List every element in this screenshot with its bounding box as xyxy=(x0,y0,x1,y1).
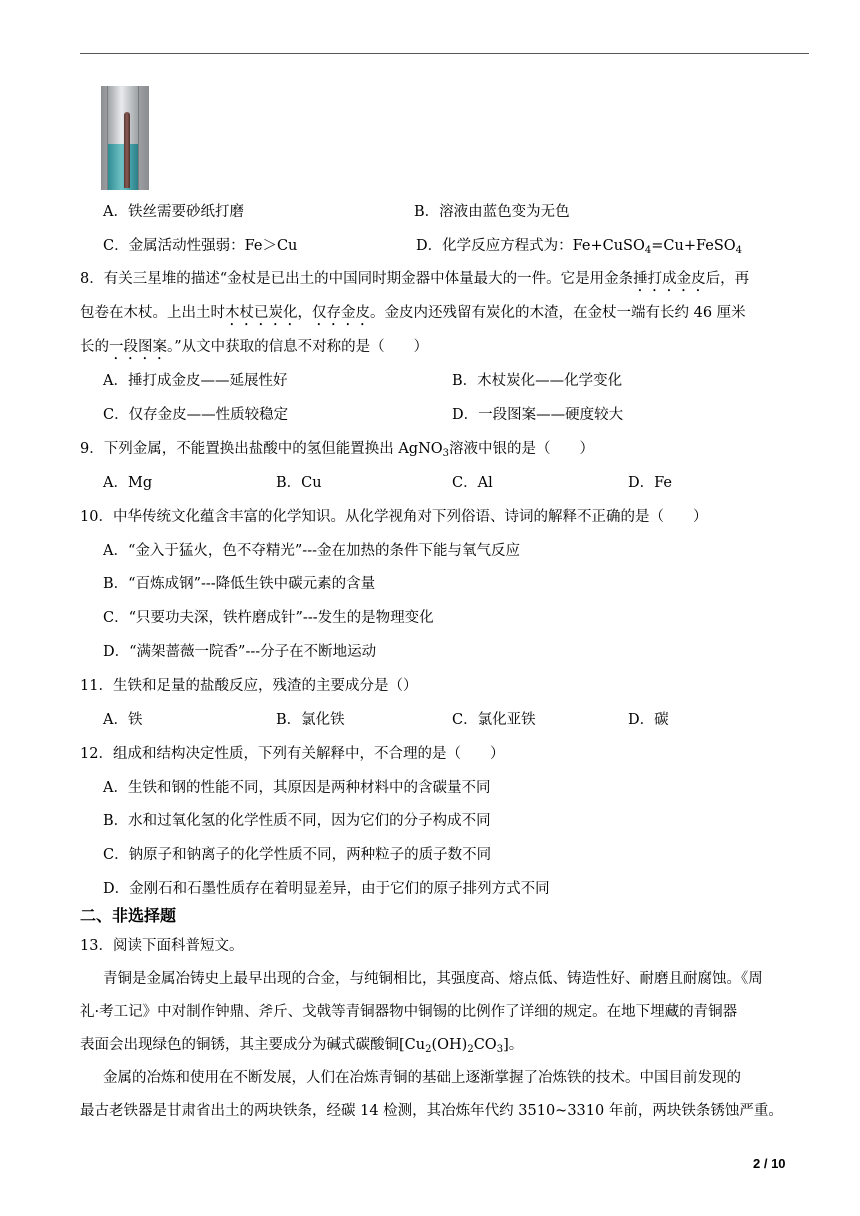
q8-option-b: B．木杖炭化——化学变化 xyxy=(452,373,623,389)
q8-stem-line1: 8．有关三星堆的描述“金杖是已出土的中国同时期金器中体量最大的一件。它是用金条捶打成金皮后，再 xyxy=(80,271,750,287)
page-number: 2 / 10 xyxy=(753,1156,786,1171)
q8-stem-line3: 长的一段图案。”从文中获取的信息不对称的是（ ） xyxy=(80,339,429,355)
q7-option-d: D．化学反应方程式为：Fe+CuSO$_4$=Cu+FeSO$_4$ xyxy=(416,238,743,256)
section-heading: 二、非选择题 xyxy=(80,906,177,925)
test-tube-photo xyxy=(101,86,149,190)
q12-option-d: D．金刚石和石墨性质存在着明显差异，由于它们的原子排列方式不同 xyxy=(103,881,550,897)
q11-option-a: A．铁 xyxy=(103,712,143,728)
q8-option-c: C．仅存金皮——性质较稳定 xyxy=(103,407,289,423)
iron-wire xyxy=(124,112,130,188)
q10-stem: 10．中华传统文化蕴含丰富的化学知识。从化学视角对下列俗语、诗词的解释不正确的是（ ） xyxy=(80,509,708,525)
header-rule xyxy=(80,53,809,54)
blue-solution xyxy=(108,144,138,190)
q10-option-a: A．“金入于猛火，色不夺精光”---金在加热的条件下能与氧气反应 xyxy=(103,543,520,559)
q7-option-c: C．金属活动性强弱：Fe＞Cu xyxy=(103,238,298,254)
q9-option-c: C．Al xyxy=(452,475,493,491)
q13-paragraph1-line3: 表面会出现绿色的铜锈，其主要成分为碱式碳酸铜$[Cu_2(OH)_2CO_3]$。 xyxy=(80,1037,524,1055)
q8-option-a: A．捶打成金皮——延展性好 xyxy=(103,373,288,389)
q10-option-d: D．“满架蔷薇一院香”---分子在不断地运动 xyxy=(103,644,377,660)
q12-option-c: C．钠原子和钠离子的化学性质不同，两种粒子的质子数不同 xyxy=(103,847,492,863)
q9-option-a: A．Mg xyxy=(103,475,153,491)
q11-option-d: D．碳 xyxy=(628,712,669,728)
q13-paragraph1-line2: 礼·考工记》中对制作钟鼎、斧斤、戈戟等青铜器物中铜锡的比例作了详细的规定。在地下埋藏的青铜器 xyxy=(80,1004,738,1020)
q12-option-a: A．生铁和钢的性能不同，其原因是两种材料中的含碳量不同 xyxy=(103,780,491,796)
q8-option-d: D．一段图案——硬度较大 xyxy=(452,407,624,423)
q10-option-c: C．“只要功夫深，铁杵磨成针”---发生的是物理变化 xyxy=(103,610,434,626)
q13-paragraph2-line2: 最古老铁器是甘肃省出土的两块铁条，经碳 14 检测，其冶炼年代约 3510~3310 年前，两块铁条锈蚀严重。 xyxy=(80,1103,783,1119)
q13-paragraph2-line1: 金属的冶炼和使用在不断发展，人们在冶炼青铜的基础上逐渐掌握了冶炼铁的技术。中国目前发现的 xyxy=(103,1070,741,1086)
q12-stem: 12．组成和结构决定性质，下列有关解释中，不合理的是（ ） xyxy=(80,746,505,762)
q9-option-b: B．Cu xyxy=(276,475,322,491)
q7-option-a: A．铁丝需要砂纸打磨 xyxy=(103,204,244,220)
q10-option-b: B．“百炼成钢”---降低生铁中碳元素的含量 xyxy=(103,576,376,592)
q11-stem: 11．生铁和足量的盐酸反应，残渣的主要成分是（） xyxy=(80,678,418,694)
test-tube xyxy=(107,86,139,190)
q7-option-b: B．溶液由蓝色变为无色 xyxy=(414,204,570,220)
q13-paragraph1-line1: 青铜是金属冶铸史上最早出现的合金，与纯铜相比，其强度高、熔点低、铸造性好、耐磨且耐腐蚀。《周 xyxy=(103,971,763,987)
q12-option-b: B．水和过氧化氢的化学性质不同，因为它们的分子构成不同 xyxy=(103,813,491,829)
q8-stem-line2: 包卷在木杖。上出土时木杖已炭化，仅存金皮。金皮内还残留有炭化的木渣，在金杖一端有长约 46 厘米 xyxy=(80,305,746,321)
q9-option-d: D．Fe xyxy=(628,475,672,491)
q9-stem: 9．下列金属，不能置换出盐酸中的氢但能置换出 AgNO$_3$溶液中银的是（ ） xyxy=(80,441,595,459)
q11-option-c: C．氯化亚铁 xyxy=(452,712,536,728)
q11-option-b: B．氯化铁 xyxy=(276,712,345,728)
q13-stem: 13．阅读下面科普短文。 xyxy=(80,938,244,954)
